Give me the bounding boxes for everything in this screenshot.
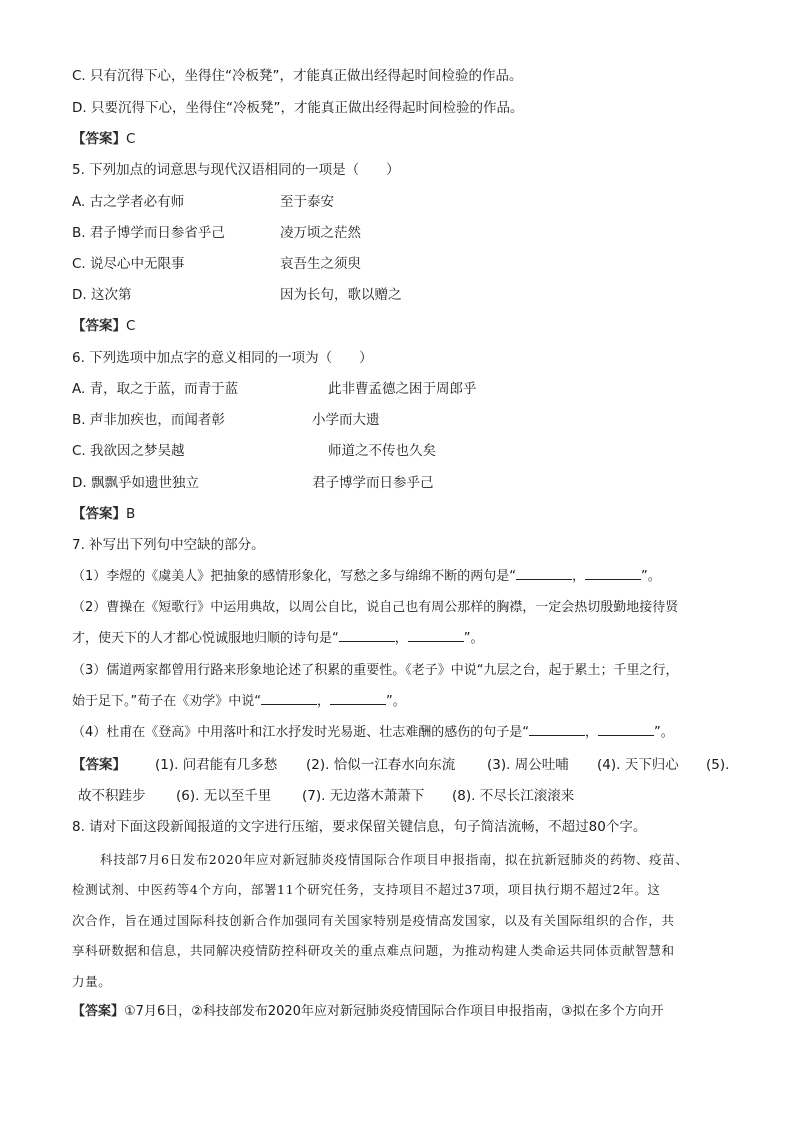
q7-answer-2: (2). 恰似一江春水向东流: [306, 757, 456, 773]
q7-answer-6: (6). 无以至千里: [176, 788, 272, 804]
q7-answer-tag-line: [72, 755, 126, 775]
q7-stem: 7. 补写出下列句中空缺的部分。: [72, 537, 265, 553]
q6-option-c-right: 师道之不传也久矣: [328, 443, 436, 459]
q4-answer: [72, 129, 135, 149]
q8-passage-line: 科技部7月6日发布2020年应对新冠肺炎疫情国际合作项目申报指南，拟在抗新冠肺炎的药物、疫苗、: [100, 852, 689, 867]
quote-end: ”。: [654, 725, 674, 740]
answer-value: B: [126, 506, 136, 522]
q5-option-a: A. 古之学者必有师: [72, 194, 185, 210]
q5-answer: [72, 316, 135, 336]
answer-value: ①7月6日，②科技部发布2020年应对新冠肺炎疫情国际合作项目申报指南，③拟在多个方向开: [124, 1004, 664, 1019]
comma: ，: [585, 725, 599, 740]
answer-tag: 【答案】: [72, 318, 126, 334]
q8-passage-line: 检测试剂、中医药等4个方向，部署11个研究任务，支持项目不超过37项，项目执行期不超过2年。这: [72, 882, 661, 897]
answer-tag: 【答案】: [72, 506, 126, 522]
answer-tag: 【答案】: [72, 131, 126, 147]
answer-tag: 【答案】: [72, 1004, 125, 1019]
q5-stem: 5. 下列加点的词意思与现代汉语相同的一项是（ ）: [72, 162, 400, 178]
q6-option-d: D. 飘飘乎如遗世独立: [72, 475, 199, 491]
q8-answer: [72, 1002, 664, 1022]
comma: ，: [316, 694, 330, 709]
q7-sub3-line2: [72, 692, 406, 712]
quote-end: ”。: [386, 694, 406, 709]
q7-answer-7: (7). 无边落木萧萧下: [302, 788, 425, 804]
q4-option-d: D. 只要沉得下心，坐得住“冷板凳”，才能真正做出经得起时间检验的作品。: [72, 100, 524, 116]
q7-sub2-line1: （2）曹操在《短歌行》中运用典故，以周公自比，说自己也有周公那样的胸襟，一定会热切殷勤地接待贤: [72, 600, 679, 615]
q6-option-b-right: 小学而大遗: [312, 412, 380, 428]
q7-answer-5: 故不积跬步: [78, 788, 146, 804]
q7-answer-1: (1). 问君能有几多愁: [155, 757, 278, 773]
q7-sub4-text: （4）杜甫在《登高》中用落叶和江水抒发时光易逝、壮志难酬的感伤的句子是“: [72, 725, 530, 740]
q7-sub1-text: （1）李煜的《虞美人》把抽象的感情形象化，写愁之多与绵绵不断的两句是“: [72, 569, 517, 584]
q5-option-d-right: 因为长句，歌以赠之: [280, 287, 402, 303]
q7-sub4: [72, 723, 674, 743]
comma: ，: [572, 569, 586, 584]
blank-line: [261, 692, 317, 705]
q6-option-d-right: 君子博学而日参乎己: [312, 475, 434, 491]
q6-stem: 6. 下列选项中加点字的意义相同的一项为（ ）: [72, 350, 373, 366]
q7-sub2-line2: [72, 629, 484, 649]
blank-line: [529, 723, 585, 736]
blank-line: [516, 567, 572, 580]
q8-passage-line: 次合作，旨在通过国际科技创新合作加强同有关国家特别是疫情高发国家，以及有关国际组织的合作，共: [72, 913, 675, 928]
q8-stem: 8. 请对下面这段新闻报道的文字进行压缩，要求保留关键信息，句子简洁流畅，不超过80个字。: [72, 819, 647, 835]
q6-option-b: B. 声非加疾也，而闻者彰: [72, 412, 225, 428]
blank-line: [330, 692, 386, 705]
q7-sub2-text: 才，使天下的人才都心悦诚服地归顺的诗句是“: [72, 631, 339, 646]
q5-option-b: B. 君子博学而日参省乎己: [72, 225, 225, 241]
q7-answer-3: (3). 周公吐哺: [487, 757, 569, 773]
q6-answer: [72, 504, 135, 524]
q5-option-d: D. 这次第: [72, 287, 132, 303]
q4-option-c: C. 只有沉得下心，坐得住“冷板凳”，才能真正做出经得起时间检验的作品。: [72, 68, 523, 84]
q6-option-c: C. 我欲因之梦吴越: [72, 443, 185, 459]
blank-line: [339, 629, 395, 642]
q7-sub1: [72, 567, 661, 587]
q8-passage-line: 力量。: [72, 974, 112, 989]
comma: ，: [394, 631, 408, 646]
blank-line: [585, 567, 641, 580]
quote-end: ”。: [463, 631, 484, 646]
q6-option-a: A. 青，取之于蓝，而青于蓝: [72, 381, 239, 397]
answer-value: C: [126, 318, 136, 334]
answer-tag: 【答案】: [72, 757, 126, 773]
q7-answer-5-num: (5).: [706, 757, 730, 773]
q8-passage-line: 享科研数据和信息，共同解决疫情防控科研攻关的重点难点问题，为推动构建人类命运共同体贡献智慧和: [72, 943, 675, 958]
q5-option-b-right: 凌万顷之茫然: [280, 225, 361, 241]
q7-answer-4: (4). 天下归心: [597, 757, 679, 773]
q5-option-c: C. 说尽心中无限事: [72, 256, 185, 272]
quote-end: ”。: [641, 569, 661, 584]
q6-option-a-right: 此非曹孟德之困于周郎乎: [328, 381, 477, 397]
answer-value: C: [126, 131, 136, 147]
blank-line: [598, 723, 654, 736]
q7-sub3-text: 始于足下。”荀子在《劝学》中说“: [72, 694, 261, 709]
q5-option-c-right: 哀吾生之须臾: [280, 256, 361, 272]
q7-sub3-line1: （3）儒道两家都曾用行路来形象地论述了积累的重要性。《老子》中说“九层之台，起于累土；千里之行，: [72, 663, 679, 678]
q5-option-a-right: 至于泰安: [280, 194, 334, 210]
blank-line: [408, 629, 464, 642]
q7-answer-8: (8). 不尽长江滚滚来: [452, 788, 575, 804]
